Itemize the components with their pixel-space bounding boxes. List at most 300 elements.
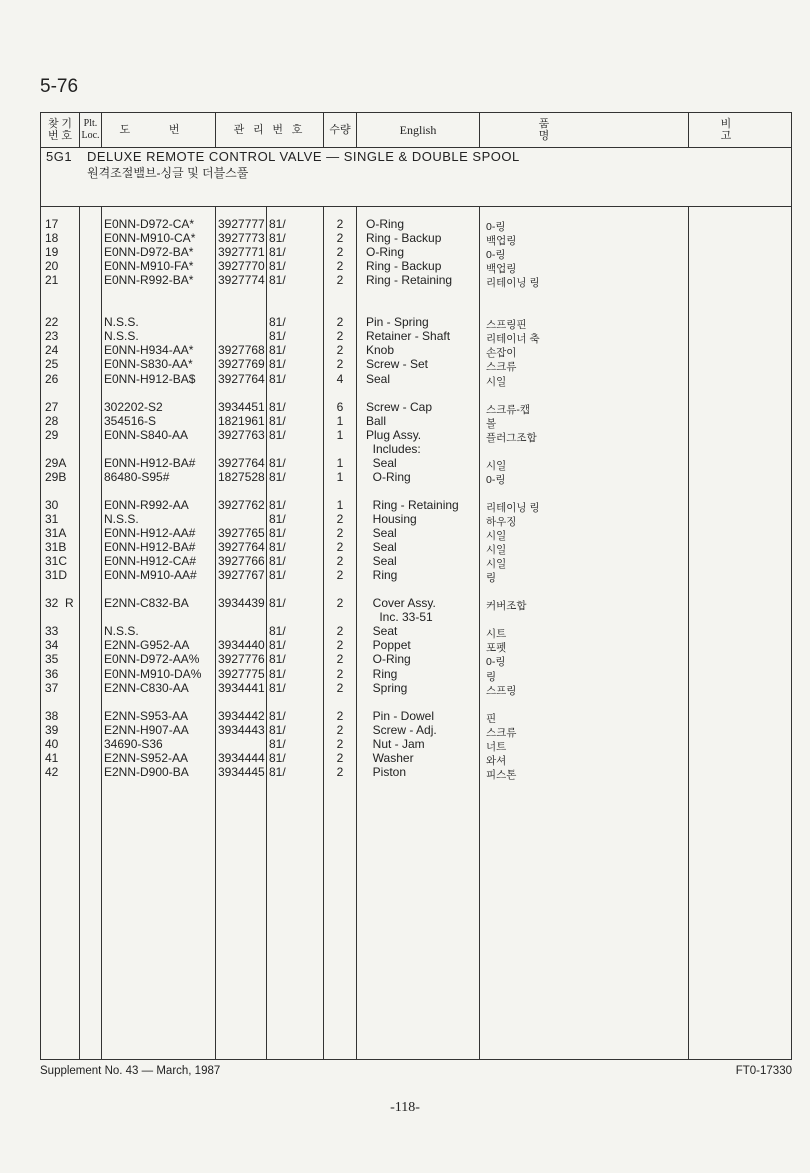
cell-part [104,695,201,709]
cell-kor [486,304,540,318]
cell-mgmt [218,287,265,301]
cell-eng: Includes: [366,441,421,456]
section-divider [41,206,791,207]
cell-mgmt: 3927764 [218,540,265,555]
cell-eng: Ring - Backup [366,259,442,274]
page-number: 5-76 [40,76,79,97]
cell-idx: 31A [45,526,67,541]
location-code-column [269,217,286,779]
cell-eng: Pin - Dowel [366,708,435,723]
col-divider-eng [479,206,480,1059]
cell-loc: 81/ [269,596,286,611]
cell-loc: 81/ [269,245,286,260]
cell-loc: 81/ [269,652,286,667]
cell-qty: 2 [336,596,344,611]
cell-mgmt: 3927765 [218,526,265,541]
cell-kor: 스프링핀 [486,319,527,332]
cell-qty [324,484,356,498]
section-korean-title: 원격조절밸브-싱글 및 더블스풀 [87,166,249,180]
cell-idx: 31B [45,540,67,555]
cell-loc: 81/ [269,273,286,288]
cell-mgmt: 3934445 [218,764,265,779]
cell-kor: 하우징 [486,515,517,528]
cell-mgmt: 1827528 [218,469,265,484]
cell-idx: 34 [45,638,59,653]
cell-part: E0NN-H934-AA* [104,343,194,358]
cell-mgmt: 3934442 [218,708,265,723]
cell-eng: Seal [366,371,391,386]
cell-mgmt: 3927766 [218,554,265,569]
cell-qty: 2 [336,343,344,358]
cell-part: E0NN-M910-AA# [104,568,197,583]
cell-part: E0NN-H912-BA# [104,455,196,470]
cell-eng [366,484,459,498]
cell-kor: 0-링 [486,249,506,262]
cell-loc: 81/ [269,736,286,751]
cell-mgmt: 3934444 [218,750,265,765]
cell-qty: 2 [336,666,344,681]
cell-eng: Knob [366,343,395,358]
cell-idx: 21 [45,273,59,288]
cell-idx: 23 [45,329,59,344]
cell-qty: 2 [336,231,344,246]
cell-loc: 81/ [269,469,286,484]
cell-qty: 2 [336,736,344,751]
cell-qty: 2 [336,315,344,330]
cell-loc: 81/ [269,511,286,526]
cell-idx: 41 [45,750,59,765]
cell-eng [366,386,459,400]
cell-part [104,301,201,315]
header-drawing-number: 도 번 [119,124,198,136]
cell-loc: 81/ [269,343,286,358]
cell-qty: 2 [336,217,344,231]
cell-kor: 볼 [486,417,497,430]
cell-mgmt: 3927771 [218,245,265,260]
cell-loc: 81/ [269,708,286,723]
cell-loc [269,287,286,301]
cell-qty: 6 [336,399,344,414]
cell-loc: 81/ [269,399,286,414]
cell-qty: 2 [336,259,344,274]
cell-eng: Ball [366,413,387,428]
cell-kor: 0-링 [486,221,506,233]
cell-part [104,442,201,456]
cell-part: N.S.S. [104,315,139,330]
cell-idx: 38 [45,708,59,723]
cell-mgmt [218,695,265,709]
cell-kor: 너트 [486,740,507,753]
cell-qty: 2 [336,652,344,667]
cell-mgmt: 3927775 [218,666,265,681]
cell-kor: 리테이닝 링 [486,501,540,514]
cell-loc: 81/ [269,455,286,470]
col-divider-idx [79,206,80,1059]
cell-idx: 31C [45,554,68,569]
cell-loc: 81/ [269,427,286,442]
cell-part: N.S.S. [104,329,139,344]
cell-part: 354516-S [104,413,157,428]
cell-kor: 시일 [486,530,507,543]
cell-qty: 2 [336,540,344,555]
cell-mgmt: 3927764 [218,371,265,386]
cell-eng: Seal [366,554,397,569]
english-name-column [366,217,459,779]
cell-qty: 1 [336,469,344,484]
cell-part [104,484,201,498]
cell-part: E0NN-S840-AA [104,427,189,442]
cell-qty: 1 [336,497,344,512]
cell-eng [366,695,459,709]
cell-qty [324,582,356,596]
cell-part: E0NN-M910-DA% [104,666,202,681]
cell-loc: 81/ [269,540,286,555]
cell-idx: 17 [45,217,59,231]
cell-qty: 2 [336,511,344,526]
cell-eng: Seat [366,624,398,639]
cell-mgmt [218,315,265,329]
cell-part: E0NN-R992-AA [104,497,189,512]
cell-eng: Seal [366,540,397,555]
cell-mgmt [218,484,265,498]
cell-kor [486,487,540,501]
cell-loc [269,301,286,315]
cell-part [104,610,201,624]
cell-qty: 2 [336,680,344,695]
cell-loc: 81/ [269,624,286,639]
cell-part [104,386,201,400]
cell-loc: 81/ [269,329,286,344]
cell-eng: O-Ring [366,217,405,231]
cell-kor: 시일 [486,544,507,557]
header-english: English [399,123,437,137]
section-title: DELUXE REMOTE CONTROL VALVE — SINGLE & DOUBLE SPOOL [87,149,520,164]
cell-loc: 81/ [269,259,286,274]
section-code: 5G1 [46,149,73,164]
cell-qty: 2 [336,722,344,737]
cell-idx: 25 [45,357,59,372]
cell-part: E0NN-M910-CA* [104,231,196,246]
cell-eng: Washer [366,750,414,765]
col-divider-qty [356,206,357,1059]
header-korean-name: 품 명 [538,118,630,142]
cell-kor: 시일 [486,459,507,472]
cell-qty: 4 [336,371,344,386]
cell-qty: 1 [336,413,344,428]
cell-kor: 백업링 [486,235,517,248]
cell-idx [45,442,74,456]
document-code: FT0-17330 [735,1065,792,1077]
cell-idx: 26 [45,371,59,386]
cell-kor: 시일 [486,375,507,388]
cell-kor [486,613,540,627]
cell-part: E0NN-D972-AA% [104,652,200,667]
cell-qty: 2 [336,750,344,765]
cell-loc: 81/ [269,231,286,246]
cell-mgmt [218,610,265,624]
col-divider-mgmt-inner [266,206,267,1059]
cell-eng: Ring - Retaining [366,497,459,512]
cell-part: E2NN-H907-AA [104,722,189,737]
cell-kor: 리테이너 축 [486,333,540,346]
cell-kor: 스크류-캡 [486,403,531,416]
cell-mgmt: 3927776 [218,652,265,667]
cell-idx: 39 [45,722,59,737]
cell-idx [45,582,74,596]
cell-idx: 27 [45,399,59,414]
cell-eng [366,301,459,315]
cell-qty: 2 [336,329,344,344]
cell-kor: 스크류 [486,361,517,374]
cell-part: E0NN-S830-AA* [104,357,193,372]
cell-idx: 19 [45,245,59,260]
cell-qty: 2 [336,764,344,779]
cell-loc: 81/ [269,722,286,737]
cell-idx: 35 [45,652,59,667]
header-management-number: 관 리 번 호 [233,124,306,136]
cell-mgmt [218,582,265,596]
cell-mgmt: 3934451 [218,399,265,414]
cell-eng: Inc. 33-51 [366,610,433,625]
cell-part: E0NN-M910-FA* [104,259,194,274]
parts-table [40,112,792,1060]
cell-idx [45,484,74,498]
cell-kor: 핀 [486,712,497,725]
cell-kor: 플러그조합 [486,431,537,444]
cell-idx: 33 [45,624,59,639]
cell-idx: 31 [45,511,59,526]
cell-qty: 2 [336,568,344,583]
cell-eng [366,287,459,301]
cell-idx: 22 [45,315,59,330]
cell-idx [45,287,74,301]
cell-loc: 81/ [269,357,286,372]
cell-qty: 1 [336,427,344,442]
cell-idx: 29 [45,427,59,442]
cell-mgmt: 3927777 [218,217,265,231]
cell-eng: Plug Assy. [366,427,422,442]
cell-part: E0NN-H912-BA# [104,540,196,555]
cell-part: E0NN-D972-CA* [104,217,195,231]
cell-eng: O-Ring [366,652,411,667]
cell-kor: 스프링 [486,684,517,697]
cell-mgmt: 3927763 [218,427,265,442]
cell-mgmt: 3927770 [218,259,265,274]
cell-mgmt: 3927768 [218,343,265,358]
cell-eng: Ring [366,568,398,583]
cell-qty: 1 [336,455,344,470]
index-column [45,217,74,779]
cell-mgmt: 1821961 [218,413,265,428]
cell-kor: 스크류 [486,726,517,739]
cell-idx: 36 [45,666,59,681]
quantity-column [324,217,356,779]
supplement-note: Supplement No. 43 — March, 1987 [40,1065,221,1077]
cell-idx: 29B [45,469,67,484]
cell-loc: 81/ [269,371,286,386]
cell-loc [269,695,286,709]
cell-mgmt [218,737,265,751]
cell-idx [45,695,74,709]
cell-eng: Housing [366,511,417,526]
cell-mgmt: 3927774 [218,273,265,288]
cell-mgmt [218,624,265,638]
cell-qty [324,287,356,301]
cell-part: E2NN-C830-AA [104,680,189,695]
cell-mgmt [218,512,265,526]
cell-mgmt: 3934441 [218,680,265,695]
cell-loc: 81/ [269,315,286,330]
cell-qty [324,386,356,400]
header-index: 찾 기 번 호 [47,118,72,142]
cell-idx: 28 [45,413,59,428]
cell-qty [324,301,356,315]
cell-mgmt: 3927762 [218,497,265,512]
cell-eng: Seal [366,526,397,541]
korean-name-column [486,220,540,782]
cell-qty: 2 [336,245,344,260]
cell-part: E0NN-R992-BA* [104,273,194,288]
cell-kor [486,585,540,599]
cell-idx [45,386,74,400]
cell-kor: 링 [486,670,497,683]
cell-kor: 포펫 [486,642,507,655]
cell-qty: 2 [336,638,344,653]
cell-mgmt: 3934439 [218,596,265,611]
cell-part: E0NN-H912-BA$ [104,371,196,386]
cell-kor: 백업링 [486,263,517,276]
cell-loc [269,582,286,596]
cell-kor: 시일 [486,558,507,571]
cell-kor [486,290,540,304]
cell-idx: 31D [45,568,68,583]
management-number-column [218,217,265,779]
cell-part: 86480-S95# [104,469,170,484]
cell-part: E0NN-H912-AA# [104,526,196,541]
cell-kor: 손잡이 [486,347,517,360]
cell-mgmt: 3927773 [218,231,265,246]
cell-eng: Retainer - Shaft [366,329,451,344]
cell-part [104,582,201,596]
cell-kor [486,389,540,403]
cell-loc: 81/ [269,497,286,512]
cell-mgmt [218,442,265,456]
cell-mgmt: 3934440 [218,638,265,653]
col-divider-kor [688,206,689,1059]
cell-part: E0NN-D972-BA* [104,245,194,260]
cell-eng: Pin - Spring [366,315,429,330]
cell-loc [269,442,286,456]
cell-loc: 81/ [269,666,286,681]
header-remarks: 비 고 [720,118,762,142]
cell-idx: 18 [45,231,59,246]
header-divider [41,147,791,148]
cell-qty: 2 [336,708,344,723]
cell-loc: 81/ [269,568,286,583]
cell-part: N.S.S. [104,624,139,639]
cell-eng [366,582,459,596]
cell-mgmt: 3927764 [218,455,265,470]
cell-kor [486,698,540,712]
cell-eng: Piston [366,764,407,779]
cell-eng: Spring [366,680,408,695]
cell-eng: Cover Assy. [366,596,436,611]
cell-part [104,287,201,301]
cell-mgmt [218,301,265,315]
page-footer-number: -118- [390,1100,420,1115]
cell-eng: Screw - Adj. [366,722,437,737]
cell-kor: 와셔 [486,754,507,767]
cell-kor: 리테이닝 링 [486,277,540,290]
cell-qty [324,442,356,456]
header-plant-location: Plt. Loc. [81,118,100,141]
cell-loc: 81/ [269,638,286,653]
cell-part: E2NN-S953-AA [104,708,189,723]
cell-qty: 2 [336,357,344,372]
cell-idx: 42 [45,764,59,779]
cell-part: E2NN-G952-AA [104,638,190,653]
cell-qty: 2 [336,624,344,639]
cell-idx: 30 [45,497,59,512]
cell-kor: 0-링 [486,656,506,669]
cell-eng: Poppet [366,638,411,653]
cell-qty: 2 [336,554,344,569]
cell-mgmt: 3927767 [218,568,265,583]
header-quantity: 수량 [329,124,351,136]
cell-mgmt: 3934443 [218,722,265,737]
cell-loc: 81/ [269,750,286,765]
cell-eng: Screw - Cap [366,399,433,414]
col-divider-loc [101,206,102,1059]
cell-kor: 커버조합 [486,600,527,613]
cell-part: E0NN-H912-CA# [104,554,197,569]
cell-idx: 40 [45,736,59,751]
cell-eng: Screw - Set [366,357,429,372]
cell-idx: 24 [45,343,59,358]
cell-idx [45,610,74,624]
cell-kor: 링 [486,572,497,585]
cell-part: N.S.S. [104,511,139,526]
cell-qty [324,610,356,624]
cell-loc: 81/ [269,554,286,569]
cell-loc [269,386,286,400]
cell-qty: 2 [336,526,344,541]
cell-idx: 37 [45,680,59,695]
cell-idx [45,301,74,315]
cell-eng: O-Ring [366,245,405,260]
cell-idx: 29A [45,455,67,470]
cell-kor: 피스톤 [486,768,517,781]
cell-loc: 81/ [269,764,286,779]
cell-eng: Ring - Retaining [366,273,453,288]
cell-kor: 0-링 [486,473,506,486]
cell-qty [324,695,356,709]
cell-part: E2NN-S952-AA [104,750,189,765]
cell-part: 34690-S36 [104,736,163,751]
cell-eng: Nut - Jam [366,736,425,751]
cell-loc [269,484,286,498]
cell-loc: 81/ [269,680,286,695]
cell-part: 302202-S2 [104,399,163,414]
cell-loc: 81/ [269,413,286,428]
cell-kor [486,445,540,459]
cell-loc [269,610,286,624]
cell-qty: 2 [336,273,344,288]
col-divider-part [215,206,216,1059]
cell-part: E2NN-D900-BA [104,764,189,779]
cell-loc: 81/ [269,526,286,541]
cell-idx: 20 [45,259,59,274]
